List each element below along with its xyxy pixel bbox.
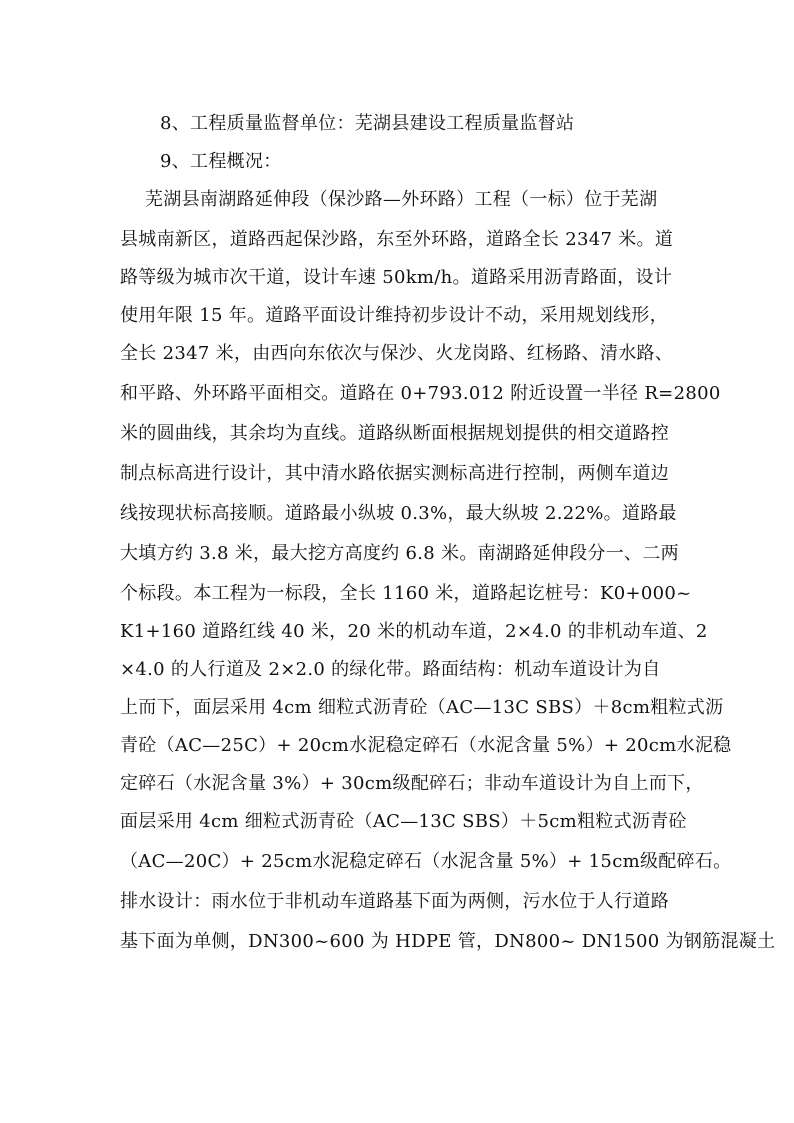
paragraph-line: 基下面为单侧，DN300~600 为 HDPE 管，DN800~ DN1500 为钢筋混凝土 [120, 931, 776, 952]
paragraph-line: K1+160 道路红线 40 米，20 米的机动车道，2×4.0 的非机动车道、2 [120, 621, 708, 642]
paragraph-line: 县城南新区，道路西起保沙路，东至外环路，道路全长 2347 米。道 [120, 229, 674, 250]
item-8-line: 8、工程质量监督单位：芜湖县建设工程质量监督站 [160, 113, 575, 134]
paragraph-line: 排水设计：雨水位于非机动车道路基下面为两侧，污水位于人行道路 [120, 891, 669, 912]
paragraph-line: 制点标高进行设计，其中清水路依据实测标高进行控制，两侧车道边 [120, 463, 669, 484]
paragraph-line: 大填方约 3.8 米，最大挖方高度约 6.8 米。南湖路延伸段分一、二两 [120, 543, 679, 564]
paragraph-line: 定碎石（水泥含量 3%）+ 30cm级配碎石；非动车道设计为自上而下， [120, 773, 704, 794]
paragraph-line: （AC—20C）+ 25cm水泥稳定碎石（水泥含量 5%）+ 15cm级配碎石。 [120, 851, 732, 872]
paragraph-line: 芜湖县南湖路延伸段（保沙路—外环路）工程（一标）位于芜湖 [145, 189, 658, 210]
paragraph-line: 面层采用 4cm 细粒式沥青砼（AC—13C SBS）＋5cm粗粒式沥青砼 [120, 811, 687, 832]
paragraph-line: 上而下，面层采用 4cm 细粒式沥青砼（AC—13C SBS）＋8cm粗粒式沥 [120, 697, 724, 718]
paragraph-line: 和平路、外环路平面相交。道路在 0+793.012 附近设置一半径 R=2800 [120, 383, 721, 404]
item-9-line: 9、工程概况： [160, 151, 282, 172]
paragraph-line: 个标段。本工程为一标段，全长 1160 米，道路起讫桩号：K0+000~ [120, 583, 692, 604]
paragraph-line: 青砼（AC—25C）+ 20cm水泥稳定碎石（水泥含量 5%）+ 20cm水泥稳 [120, 735, 732, 756]
paragraph-line: 路等级为城市次干道，设计车速 50km/h。道路采用沥青路面，设计 [120, 267, 673, 288]
paragraph-line: ×4.0 的人行道及 2×2.0 的绿化带。路面结构：机动车道设计为自 [120, 659, 661, 680]
paragraph-line: 全长 2347 米，由西向东依次与保沙、火龙岗路、红杨路、清水路、 [120, 343, 674, 364]
paragraph-line: 米的圆曲线，其余均为直线。道路纵断面根据规划提供的相交道路控 [120, 423, 669, 444]
paragraph-line: 线按现状标高接顺。道路最小纵坡 0.3%，最大纵坡 2.22%。道路最 [120, 503, 677, 524]
paragraph-line: 使用年限 15 年。道路平面设计维持初步设计不动，采用规划线形， [120, 305, 668, 326]
